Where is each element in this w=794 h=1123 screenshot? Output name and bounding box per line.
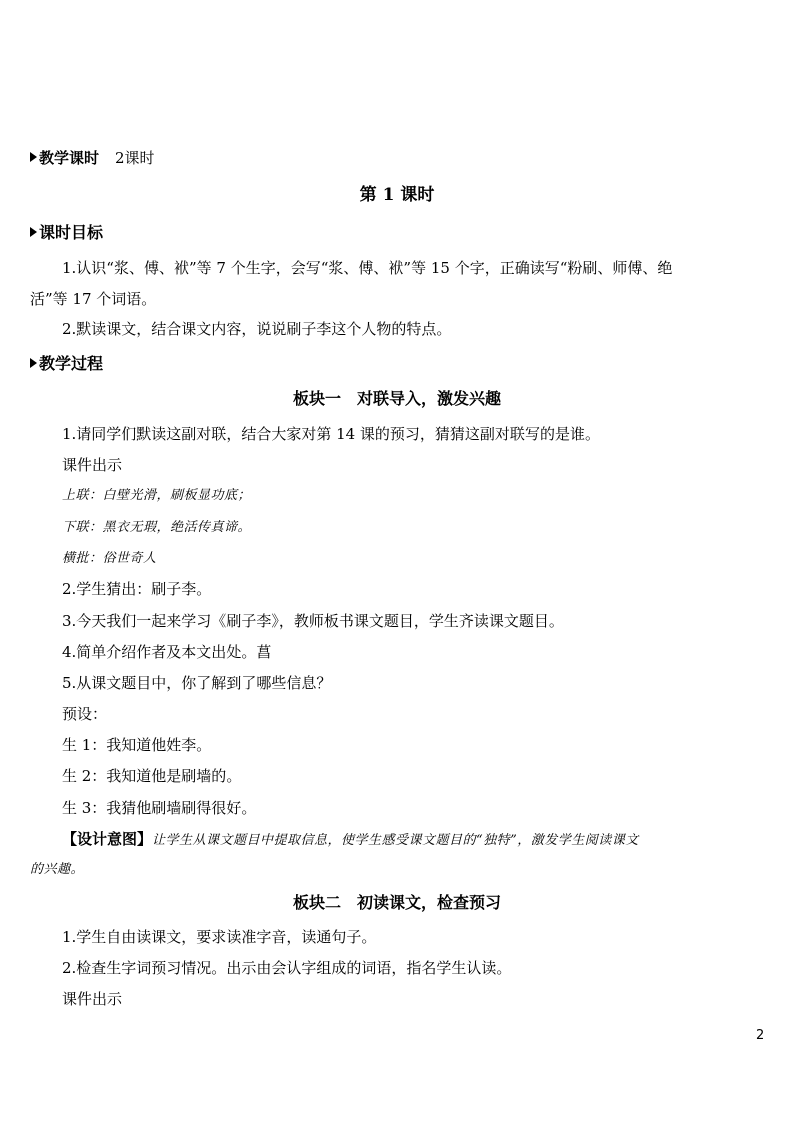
page-number: 2 xyxy=(756,1028,765,1043)
lessons-value: 2课时 xyxy=(115,149,155,167)
couplet-upper: 上联：白壁光滑，刷板显功底； xyxy=(62,488,252,503)
lessons-row xyxy=(30,147,155,169)
triangle-bullet-icon xyxy=(30,152,37,162)
goal-1-line-1: 1.认识“浆、傅、袱”等 7 个生字，会写“浆、傅、袱”等 15 个字，正确读写“粉刷、师傅、绝 xyxy=(62,259,673,277)
process-heading: 教学过程 xyxy=(39,354,104,373)
block-1-p2: 2.学生猜出：刷子李。 xyxy=(62,580,212,598)
block-2-title: 板块二 初读课文，检查预习 xyxy=(292,893,501,912)
student-1: 生 1：我知道他姓李。 xyxy=(62,736,212,754)
triangle-bullet-icon xyxy=(30,227,37,237)
design-intent-line-2: 的兴趣。 xyxy=(30,862,85,877)
block-1-p3: 3.今天我们一起来学习《刷子李》，教师板书课文题目，学生齐读课文题目。 xyxy=(62,612,564,630)
design-intent-label: 【设计意图】 xyxy=(62,830,153,848)
block-1-p4: 4.简单介绍作者及本文出处。菖 xyxy=(62,643,272,661)
couplet-lower: 下联：黑衣无瑕，绝活传真谛。 xyxy=(62,520,252,535)
goal-1-line-2: 活”等 17 个词语。 xyxy=(30,290,157,308)
design-intent-line-1 xyxy=(62,828,639,852)
block-1-p1: 1.请同学们默读这副对联，结合大家对第 14 课的预习，猜猜这副对联写的是谁。 xyxy=(62,425,600,443)
couplet-horizontal: 横批：俗世奇人 xyxy=(62,551,157,566)
goals-heading-row xyxy=(30,222,103,244)
lessons-label: 教学课时 xyxy=(39,149,100,167)
goal-2: 2.默读课文，结合课文内容，说说刷子李这个人物的特点。 xyxy=(62,320,452,338)
student-3: 生 3：我猜他刷墙刷得很好。 xyxy=(62,799,257,817)
preset-label: 预设： xyxy=(62,705,108,723)
block-1-title: 板块一 对联导入，激发兴趣 xyxy=(292,389,501,408)
block-1-courseware: 课件出示 xyxy=(62,456,123,474)
triangle-bullet-icon xyxy=(30,358,37,368)
design-intent-text: 让学生从课文题目中提取信息，使学生感受课文题目的“独特”，激发学生阅读课文 xyxy=(152,833,639,848)
process-heading-row xyxy=(30,353,103,375)
student-2: 生 2：我知道他是刷墙的。 xyxy=(62,767,242,785)
session-title: 第 1 课时 xyxy=(359,185,435,205)
block-1-p5: 5.从课文题目中，你了解到了哪些信息？ xyxy=(62,674,332,692)
block-2-p2: 2.检查生字词预习情况。出示由会认字组成的词语，指名学生认读。 xyxy=(62,959,512,977)
block-2-courseware: 课件出示 xyxy=(62,990,123,1008)
block-2-p1: 1.学生自由读课文，要求读准字音，读通句子。 xyxy=(62,928,377,946)
goals-heading: 课时目标 xyxy=(39,223,104,242)
